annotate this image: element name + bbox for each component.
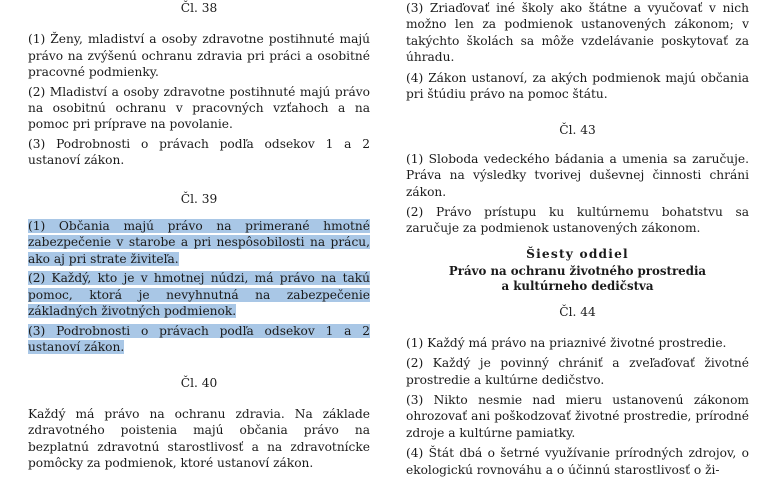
selected-text-highlight[interactable]: (3) Podrobnosti o právach podľa odsekov 1 a 2 ustanoví zákon.	[28, 323, 370, 354]
section-title: Šiesty oddiel	[526, 246, 629, 261]
selected-text-highlight[interactable]: (2) Každý, kto je v hmotnej núdzi, má právo na takú pomoc, ktorá je nevyhnutná na zabezpečenie základných životných podmienok.	[28, 271, 370, 319]
article-39-paragraph-2[interactable]	[28, 270, 370, 319]
article-38-paragraph-1[interactable]: (1) Ženy, mladiství a osoby zdravotne postihnuté majú právo na zvýšenú ochranu zdravia pri práci a osobitné pracovné podmienky.	[28, 32, 370, 80]
right-column	[406, 0, 749, 478]
article-40-title: Čl. 40	[180, 376, 218, 391]
article-44-paragraph-4[interactable]: (4) Štát dbá o šetrné využívanie prírodných zdrojov, o ekologickú rovnováhu a o účinnú starostlivosť o ži-	[406, 446, 749, 477]
article-44-paragraph-1[interactable]: (1) Každý má právo na priaznivé životné prostredie.	[406, 335, 727, 350]
left-column	[28, 0, 370, 471]
article-43-paragraph-2[interactable]: (2) Právo prístupu ku kultúrnemu bohatstvu sa zaručuje za podmienok ustanovených zákonom.	[406, 205, 749, 236]
article-44-title: Čl. 44	[559, 305, 596, 320]
article-38-paragraph-3[interactable]: (3) Podrobnosti o právach podľa odsekov 1 a 2 ustanoví zákon.	[28, 136, 370, 168]
article-39-paragraph-3[interactable]	[28, 323, 370, 356]
article-39-title: Čl. 39	[180, 191, 218, 206]
article-38-paragraph-2[interactable]: (2) Mladiství a osoby zdravotne postihnuté majú právo na osobitnú ochranu v pracovných vzťahoch a na pomoc pri príprave na povolanie.	[28, 84, 370, 132]
article-43-paragraph-1[interactable]: (1) Sloboda vedeckého bádania a umenia sa zaručuje. Práva na výsledky tvorivej duševnej činnosti chráni zákon.	[406, 151, 749, 199]
article-44-paragraph-3[interactable]: (3) Nikto nesmie nad mieru ustanovenú zákonom ohrozovať ani poškodzovať životné prostredie, prírodné zdroje a kultúrne pamiatky.	[406, 392, 749, 440]
article-43-title: Čl. 43	[559, 123, 596, 138]
article-40-paragraph-1[interactable]: Každý má právo na ochranu zdravia. Na základe zdravotného poistenia majú občania právo na bezplatnú zdravotnú starostlivosť a na zdravotnícke pomôcky za podmienok, ktoré ustanoví zákon.	[28, 406, 370, 470]
article-42-paragraph-4[interactable]: (4) Zákon ustanoví, za akých podmienok majú občania pri štúdiu právo na pomoc štátu.	[406, 70, 749, 102]
selected-text-highlight[interactable]: (1) Občania majú právo na primerané hmotné zabezpečenie v starobe a pri nespôsobilosti na prácu, ako aj pri strate živiteľa.	[28, 219, 370, 266]
section-subtitle-line-2: a kultúrneho dedičstva	[501, 278, 654, 293]
article-38-title: Čl. 38	[180, 1, 218, 15]
article-44-paragraph-2[interactable]: (2) Každý je povinný chrániť a zveľaďovať životné prostredie a kultúrne dedičstvo.	[406, 356, 749, 387]
article-42-paragraph-3[interactable]: (3) Zriaďovať iné školy ako štátne a vyučovať v nich možno len za podmienok ustanovených zákonom; v takýchto školách sa môže vzdelávanie poskytovať za úhradu.	[406, 1, 749, 65]
section-subtitle-line-1: Právo na ochranu životného prostredia	[448, 264, 707, 279]
article-39-paragraph-1[interactable]	[28, 218, 370, 267]
